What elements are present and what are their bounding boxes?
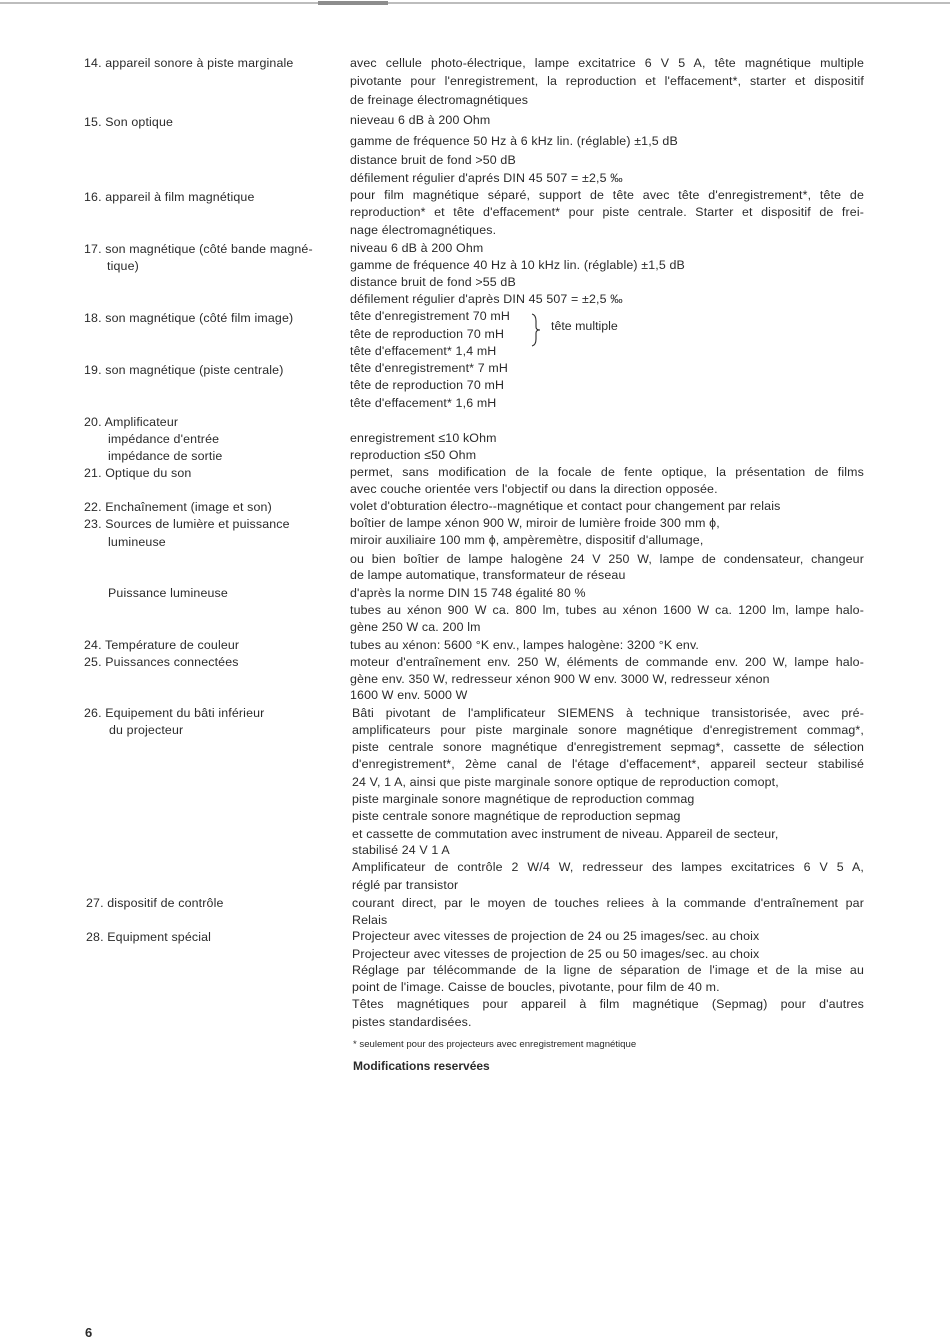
line-45: Amplificateur de contrôle 2 W/4 W, redresseur des lampes excitatrices 6 V 5 A, — [352, 860, 864, 874]
line-1: pivotante pour l'enregistrement, la reproduction et l'effacement*, starter et dispositif — [350, 74, 864, 88]
line-35: 1600 W env. 5000 W — [350, 688, 468, 702]
label-26: 26. Equipement du bâti inférieur — [84, 706, 265, 720]
line-49: Projecteur avec vitesses de projection de 24 ou 25 images/sec. au choix — [352, 929, 760, 943]
line-5: distance bruit de fond >50 dB — [350, 153, 516, 167]
line-46: réglé par transistor — [352, 878, 459, 892]
label-28: 28. Equipment spécial — [86, 930, 212, 944]
label-17-cont: tique) — [107, 259, 139, 273]
line-23: avec couche orientée vers l'objectif ou dans la direction opposée. — [350, 482, 718, 496]
label-23: 23. Sources de lumière et puissance — [84, 517, 290, 531]
line-33: moteur d'entraînement env. 250 W, éléments de commande env. 200 W, lampe halo- — [350, 655, 864, 669]
line-31: gène 250 W ca. 200 lm — [350, 620, 481, 634]
label-16: 16. appareil à film magnétique — [84, 190, 255, 204]
line-13: défilement régulier d'après DIN 45 507 = ±2,5 ‰ — [350, 292, 623, 306]
right-brace-icon — [531, 313, 541, 347]
line-41: piste marginale sonore magnétique de reproduction commag — [352, 792, 695, 806]
label-20-output: impédance de sortie — [108, 449, 223, 463]
line-19: tête d'effacement* 1,6 mH — [350, 396, 497, 410]
label-22: 22. Enchaînement (image et son) — [84, 500, 272, 514]
label-24: 24. Température de couleur — [84, 638, 240, 652]
line-48: Relais — [352, 913, 388, 927]
line-2: de freinage électromagnétiques — [350, 93, 529, 107]
line-4: gamme de fréquence 50 Hz à 6 kHz lin. (réglable) ±1,5 dB — [350, 134, 678, 148]
label-20: 20. Amplificateur — [84, 415, 179, 429]
line-42: piste centrale sonore magnétique de reproduction sepmag — [352, 809, 681, 823]
line-9: nage électromagnétiques. — [350, 223, 497, 237]
label-15: 15. Son optique — [84, 115, 174, 129]
line-38: piste centrale sonore magnétique d'enregistrement sepmag*, cassette de sélection — [352, 740, 864, 754]
label-25: 25. Puissances connectées — [84, 655, 239, 669]
line-26: miroir auxiliaire 100 mm ϕ, ampèremètre, dispositif d'allumage, — [350, 533, 704, 547]
line-47: courant direct, par le moyen de touches reliees à la commande d'entraînement par — [352, 896, 864, 910]
line-32: tubes au xénon: 5600 °K env., lampes halogène: 3200 °K env. — [350, 638, 699, 652]
label-21: 21. Optique du son — [84, 466, 192, 480]
label-23-cont: lumineuse — [108, 535, 166, 549]
top-rule — [0, 2, 950, 4]
line-21: reproduction ≤50 Ohm — [350, 448, 477, 462]
line-17: tête d'enregistrement* 7 mH — [350, 361, 508, 375]
top-rule-mark — [318, 1, 388, 5]
line-40: 24 V, 1 A, ainsi que piste marginale sonore optique de reproduction comopt, — [352, 775, 779, 789]
label-light-power: Puissance lumineuse — [108, 586, 228, 600]
line-53: Têtes magnétiques pour appareil à film magnétique (Sepmag) pour d'autres — [352, 997, 864, 1011]
line-50: Projecteur avec vitesses de projection de 25 ou 50 images/sec. au choix — [352, 947, 760, 961]
line-6: défilement régulier d'aprés DIN 45 507 = ±2,5 ‰ — [350, 171, 623, 185]
line-20: enregistrement ≤10 kOhm — [350, 431, 497, 445]
line-8: reproduction* et tête d'effacement* pour piste centrale. Starter et dispositif de frei- — [350, 205, 864, 219]
line-18: tête de reproduction 70 mH — [350, 378, 505, 392]
line-29: d'après la norme DIN 15 748 égalité 80 % — [350, 586, 586, 600]
line-0: avec cellule photo-électrique, lampe excitatrice 6 V 5 A, tête magnétique multiple — [350, 56, 864, 70]
page-number: 6 — [85, 1325, 93, 1340]
line-51: Réglage par télécommande de la ligne de séparation de l'image et de la mise au — [352, 963, 864, 977]
label-14: 14. appareil sonore à piste marginale — [84, 56, 294, 70]
line-22: permet, sans modification de la focale de fente optique, la présentation de films — [350, 465, 864, 479]
modifications-note: Modifications reservées — [353, 1059, 490, 1073]
line-11: gamme de fréquence 40 Hz à 10 kHz lin. (réglable) ±1,5 dB — [350, 258, 685, 272]
line-36: Bâti pivotant de l'amplificateur SIEMENS à technique transistorisée, avec pré- — [352, 706, 864, 720]
line-37: amplificateurs pour piste marginale sonore magnétique d'enregistrement commag*, — [352, 723, 864, 737]
label-17: 17. son magnétique (côté bande magné- — [84, 242, 313, 256]
label-20-input: impédance d'entrée — [108, 432, 220, 446]
line-3: nieveau 6 dB à 200 Ohm — [350, 113, 491, 127]
label-26-cont: du projecteur — [109, 723, 184, 737]
line-34: gène env. 350 W, redresseur xénon 900 W env. 3000 W, redresseur xénon — [350, 672, 770, 686]
line-10: niveau 6 dB à 200 Ohm — [350, 241, 484, 255]
line-24: volet d'obturation électro--magnétique et contact pour changement par relais — [350, 499, 781, 513]
label-27: 27. dispositif de contrôle — [86, 896, 224, 910]
line-52: point de l'image. Caisse de boucles, pivotante, pour film de 40 m. — [352, 980, 720, 994]
line-7: pour film magnétique séparé, support de tête avec tête d'enregistrement*, tête de — [350, 188, 864, 202]
line-44: stabilisé 24 V 1 A — [352, 843, 450, 857]
label-19: 19. son magnétique (piste centrale) — [84, 363, 284, 377]
line-14: tête d'enregistrement 70 mH — [350, 309, 510, 323]
brace-label: tête multiple — [551, 319, 618, 333]
label-18: 18. son magnétique (côté film image) — [84, 311, 294, 325]
footnote: * seulement pour des projecteurs avec enregistrement magnétique — [353, 1039, 637, 1050]
line-43: et cassette de commutation avec instrument de niveau. Appareil de secteur, — [352, 827, 779, 841]
line-28: de lampe automatique, transformateur de réseau — [350, 568, 626, 582]
line-39: d'enregistrement*, 2ème canal de l'étage d'effacement*, appareil secteur stabilisé — [352, 757, 864, 771]
line-15: tête de reproduction 70 mH — [350, 327, 505, 341]
line-27: ou bien boîtier de lampe halogène 24 V 250 W, lampe de condensateur, changeur — [350, 552, 864, 566]
line-25: boîtier de lampe xénon 900 W, miroir de lumière froide 300 mm ϕ, — [350, 516, 720, 530]
line-12: distance bruit de fond >55 dB — [350, 275, 516, 289]
line-16: tête d'effacement* 1,4 mH — [350, 344, 497, 358]
line-30: tubes au xénon 900 W ca. 800 lm, tubes au xénon 1600 W ca. 1200 lm, lampe halo- — [350, 603, 864, 617]
line-54: pistes standardisées. — [352, 1015, 472, 1029]
